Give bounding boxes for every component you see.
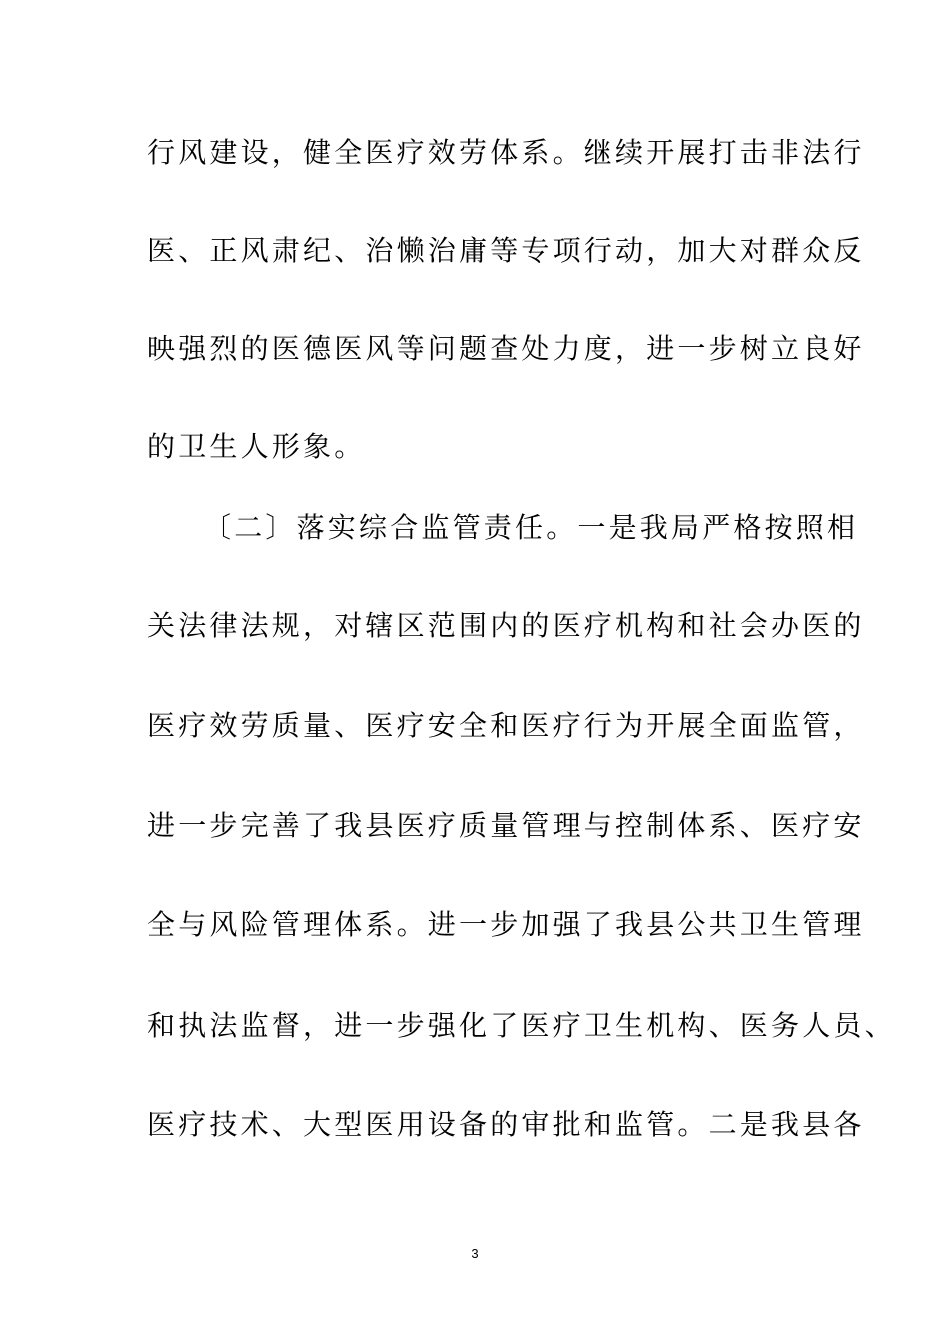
text-line: 和执法监督，进一步强化了医疗卫生机构、医务人员、 <box>147 1009 896 1042</box>
text-line: 医、正风肃纪、治懒治庸等专项行动，加大对群众反 <box>147 234 865 267</box>
text-line: 全与风险管理体系。进一步加强了我县公共卫生管理 <box>147 908 865 941</box>
text-line: 的卫生人形象。 <box>147 430 366 463</box>
text-line: 进一步完善了我县医疗质量管理与控制体系、医疗安 <box>147 809 865 842</box>
text-line: 行风建设，健全医疗效劳体系。继续开展打击非法行 <box>147 136 865 169</box>
text-line: 医疗技术、大型医用设备的审批和监管。二是我县各 <box>147 1108 865 1141</box>
text-line: 关法律法规，对辖区范围内的医疗机构和社会办医的 <box>147 609 865 642</box>
text-line: 映强烈的医德医风等问题查处力度，进一步树立良好 <box>147 332 865 365</box>
paragraph-start-line: 〔二〕落实综合监管责任。一是我局严格按照相 <box>203 511 859 544</box>
page-number: 3 <box>471 1246 479 1261</box>
text-line: 医疗效劳质量、医疗安全和医疗行为开展全面监管， <box>147 709 865 742</box>
